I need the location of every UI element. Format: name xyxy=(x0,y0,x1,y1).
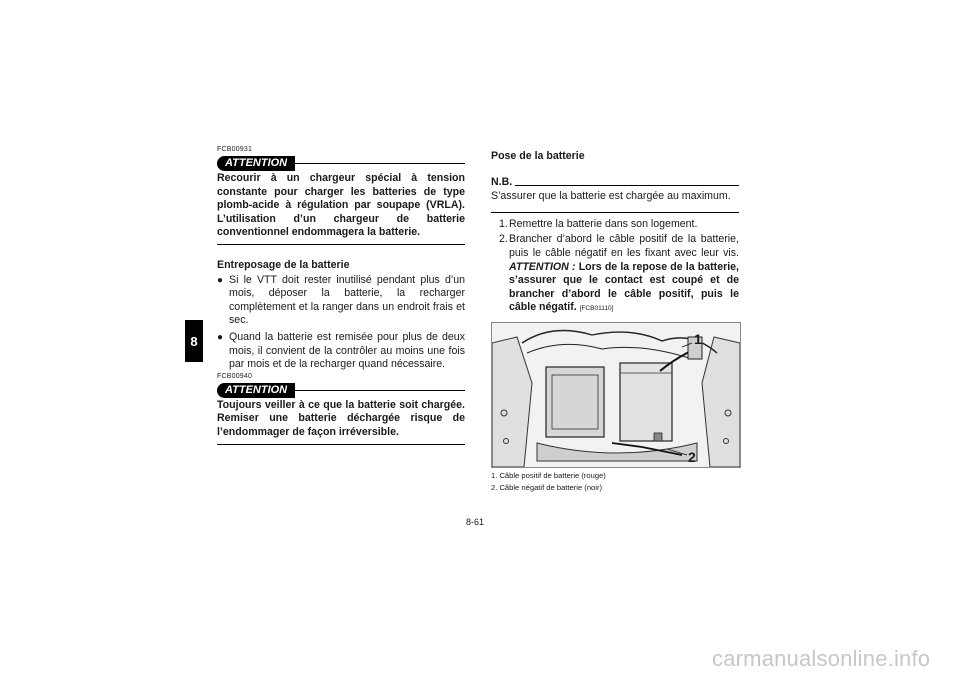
note-rule xyxy=(515,185,739,186)
battery-figure xyxy=(491,322,741,468)
install-heading: Pose de la batterie xyxy=(491,150,585,162)
step-text: Remettre la batterie dans son logement. xyxy=(509,217,698,230)
callout-2: 2 xyxy=(688,449,696,465)
note-header xyxy=(491,176,739,190)
attention-top-rule xyxy=(295,390,465,391)
reference-code: FCB00931 xyxy=(217,146,253,153)
attention-bottom-rule xyxy=(217,244,465,245)
attention-text: Recourir à un chargeur spécial à tension constante pour charger les batteries de type plomb-acide à régulation par soupape (VRLA). L’utilisation d’un chargeur de batterie conventionnel endommagera la batterie. xyxy=(217,172,465,239)
caption-item: 1. Câble positif de batterie (rouge) xyxy=(491,471,606,480)
caption-item: 2. Câble négatif de batterie (noir) xyxy=(491,483,603,492)
bullet-item: ● Quand la batterie est remisée pour plus de deux mois, il convient de la contrôler au moins une fois par mois et de la recharger quand nécessaire. xyxy=(217,331,465,372)
note-text: S’assurer que la batterie est chargée au maximum. xyxy=(491,190,731,203)
inline-attention-text: Lors de la repose de la batterie, s’assurer que le contact est coupé et de brancher d’abord le câble positif, puis le câble négatif. xyxy=(509,260,739,314)
reference-code: [FCB01110] xyxy=(579,305,614,313)
note-label: N.B. xyxy=(491,175,513,188)
watermark: carmanualsonline.info xyxy=(712,646,931,671)
storage-heading: Entreposage de la batterie xyxy=(217,258,350,271)
step-item xyxy=(491,218,739,232)
attention-text: Toujours veiller à ce que la batterie soit chargée. Remiser une batterie déchargée risque de l’endommager de façon irréversible. xyxy=(217,398,465,438)
step-text: Brancher d’abord le câble positif de la batterie, puis le câble négatif en les fixant avec leur vis. xyxy=(509,233,739,259)
attention-bottom-rule xyxy=(217,444,465,445)
battery-illustration xyxy=(492,323,740,467)
install-steps xyxy=(491,218,739,316)
step-item xyxy=(491,233,739,316)
right-column xyxy=(491,150,739,318)
callout-1: 1 xyxy=(694,331,702,347)
reference-code: FCB00940 xyxy=(217,372,253,380)
page-number: 8-61 xyxy=(466,517,485,527)
step-number: 1. xyxy=(499,217,508,230)
left-column xyxy=(217,146,465,445)
step-number: 2. xyxy=(499,233,508,246)
attention-label: ATTENTION xyxy=(217,156,295,171)
note-bottom-rule xyxy=(491,212,739,213)
chapter-tab: 8 xyxy=(185,320,203,362)
storage-bullet-list xyxy=(217,274,465,372)
figure-caption xyxy=(491,470,739,494)
inline-attention-label: ATTENTION : xyxy=(509,260,576,273)
attention-label: ATTENTION xyxy=(217,383,295,398)
attention-top-rule xyxy=(295,163,465,164)
bullet-item: ● Si le VTT doit rester inutilisé pendant plus d’un mois, déposer la batterie, la recharger complètement et la ranger dans un endroit frais et sec. xyxy=(217,274,465,328)
